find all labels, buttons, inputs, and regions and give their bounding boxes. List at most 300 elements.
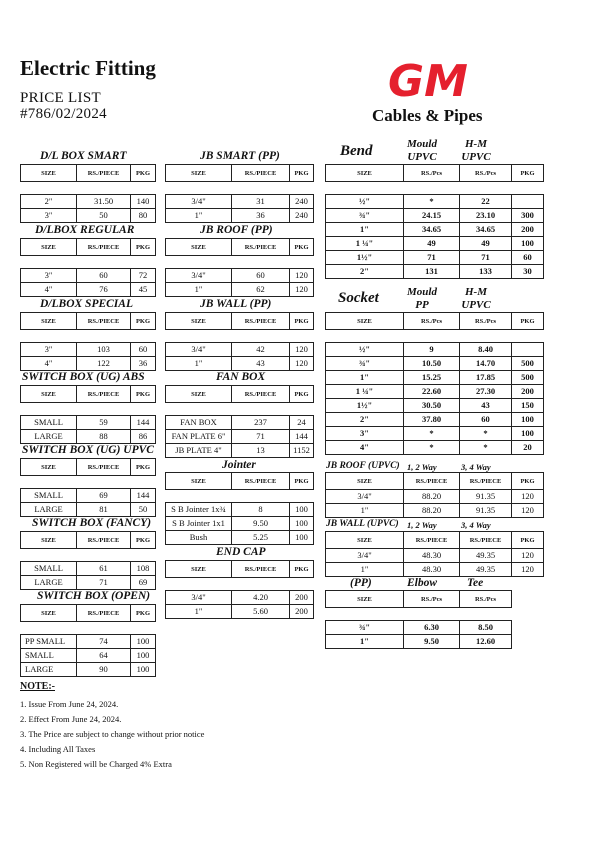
value-cell: 71: [404, 251, 460, 265]
col-socket-mould-pp: Mould PP: [407, 286, 437, 311]
value-cell: 1152: [290, 444, 314, 458]
spacer-row: [21, 182, 156, 195]
value-cell: *: [460, 427, 512, 441]
section-jb-wall-upvc: JB WALL (UPVC): [326, 519, 399, 529]
table-row: [21, 209, 156, 223]
value-cell: 14.70: [460, 357, 512, 371]
column-header: RS./PIECE: [460, 532, 512, 549]
table-row: [326, 195, 544, 209]
value-cell: 100: [512, 427, 544, 441]
size-cell: ¾": [326, 209, 404, 223]
table-row: [21, 503, 156, 517]
value-cell: 60: [460, 413, 512, 427]
table-header: [21, 605, 156, 622]
value-cell: 50: [77, 209, 131, 223]
value-cell: 8.40: [460, 343, 512, 357]
table-row: [326, 490, 544, 504]
table-header: [21, 532, 156, 549]
spacer-row: [166, 330, 314, 343]
column-header: RS./Pcs: [404, 313, 460, 330]
table-row: [21, 489, 156, 503]
column-header: PKG: [290, 473, 314, 490]
value-cell: 88.20: [404, 504, 460, 518]
section-bend: Bend: [340, 143, 373, 159]
value-cell: 48.30: [404, 563, 460, 577]
note-item: 2. Effect From June 24, 2024.: [20, 714, 122, 724]
value-cell: *: [460, 441, 512, 455]
size-cell: 1½": [326, 251, 404, 265]
value-cell: 43: [460, 399, 512, 413]
table-header: [166, 561, 314, 578]
value-cell: 71: [232, 430, 290, 444]
table-row: [166, 430, 314, 444]
table-row: [326, 343, 544, 357]
value-cell: 22: [460, 195, 512, 209]
size-cell: S B Jointer 1x¾: [166, 503, 232, 517]
size-cell: ¾": [326, 621, 404, 635]
size-cell: S B Jointer 1x1: [166, 517, 232, 531]
section-switch-ug-abs: SWITCH BOX (UG) ABS: [22, 371, 145, 383]
size-cell: 3/4": [166, 269, 232, 283]
column-header: PKG: [131, 165, 156, 182]
value-cell: 24: [290, 416, 314, 430]
section-dlbox-special: D/LBOX SPECIAL: [40, 298, 133, 310]
column-header: PKG: [290, 313, 314, 330]
col-roof-way34: 3, 4 Way: [461, 462, 491, 472]
section-socket: Socket: [338, 290, 379, 306]
value-cell: 100: [512, 413, 544, 427]
table-header: [326, 591, 512, 608]
table-row: [21, 343, 156, 357]
table-row: [166, 591, 314, 605]
size-cell: 1": [166, 605, 232, 619]
column-header: RS./Pcs: [460, 165, 512, 182]
spacer-row: [326, 330, 544, 343]
size-cell: ¾": [326, 357, 404, 371]
value-cell: 103: [77, 343, 131, 357]
table-row: [21, 357, 156, 371]
col-elbow: Elbow: [407, 577, 438, 589]
value-cell: 31: [232, 195, 290, 209]
value-cell: 91.35: [460, 490, 512, 504]
table-header: [166, 473, 314, 490]
table-row: [21, 649, 156, 663]
value-cell: 64: [77, 649, 131, 663]
spacer-row: [21, 549, 156, 562]
value-cell: 37.80: [404, 413, 460, 427]
column-header: SIZE: [21, 459, 77, 476]
value-cell: 36: [131, 357, 156, 371]
column-header: SIZE: [21, 239, 77, 256]
spacer-row: [166, 256, 314, 269]
value-cell: 60: [512, 251, 544, 265]
size-cell: 1": [326, 504, 404, 518]
value-cell: 49.35: [460, 549, 512, 563]
table-header: [166, 165, 314, 182]
value-cell: 13: [232, 444, 290, 458]
value-cell: 120: [290, 283, 314, 297]
value-cell: 100: [131, 635, 156, 649]
column-header: PKG: [290, 386, 314, 403]
spacer-row: [21, 476, 156, 489]
value-cell: 17.85: [460, 371, 512, 385]
column-header: PKG: [512, 532, 544, 549]
value-cell: 50: [131, 503, 156, 517]
size-cell: 3": [326, 427, 404, 441]
value-cell: 91.35: [460, 504, 512, 518]
size-cell: LARGE: [21, 503, 77, 517]
table-dl-smart: [20, 164, 156, 223]
value-cell: 100: [290, 517, 314, 531]
size-cell: FAN PLATE 6": [166, 430, 232, 444]
table-dl-regular: [20, 238, 156, 297]
table-row: [326, 549, 544, 563]
table-row: [326, 385, 544, 399]
column-header: PKG: [512, 473, 544, 490]
value-cell: 240: [290, 209, 314, 223]
spacer-row: [166, 490, 314, 503]
column-header: PKG: [512, 165, 544, 182]
value-cell: *: [404, 441, 460, 455]
size-cell: FAN BOX: [166, 416, 232, 430]
size-cell: 3": [21, 343, 77, 357]
value-cell: 49: [460, 237, 512, 251]
size-cell: 2": [326, 413, 404, 427]
table-row: [326, 399, 544, 413]
spacer-row: [166, 182, 314, 195]
value-cell: 81: [77, 503, 131, 517]
column-header: SIZE: [166, 473, 232, 490]
column-header: SIZE: [166, 313, 232, 330]
column-header: SIZE: [21, 386, 77, 403]
column-header: RS./Pcs: [404, 165, 460, 182]
column-header: PKG: [512, 313, 544, 330]
value-cell: 42: [232, 343, 290, 357]
section-dl-box-smart: D/L BOX SMART: [40, 150, 127, 162]
column-header: RS./PIECE: [232, 239, 290, 256]
column-header: RS./PIECE: [77, 165, 131, 182]
value-cell: 30.50: [404, 399, 460, 413]
section-switch-fancy: SWITCH BOX (FANCY): [32, 517, 152, 529]
value-cell: 23.10: [460, 209, 512, 223]
value-cell: 131: [404, 265, 460, 279]
value-cell: 48.30: [404, 549, 460, 563]
value-cell: [512, 343, 544, 357]
spacer-row: [21, 622, 156, 635]
section-dlbox-regular: D/LBOX REGULAR: [35, 224, 135, 236]
table-header: [21, 165, 156, 182]
column-header: SIZE: [21, 532, 77, 549]
section-switch-ug-upvc: SWITCH BOX (UG) UPVC: [22, 444, 154, 456]
column-header: RS./PIECE: [77, 386, 131, 403]
value-cell: 120: [290, 357, 314, 371]
table-row: [21, 635, 156, 649]
column-header: SIZE: [21, 313, 77, 330]
size-cell: SMALL: [21, 416, 77, 430]
value-cell: 120: [512, 563, 544, 577]
table-row: [326, 621, 512, 635]
value-cell: 90: [77, 663, 131, 677]
size-cell: 1": [166, 283, 232, 297]
size-cell: ½": [326, 195, 404, 209]
size-cell: 4": [21, 357, 77, 371]
table-fan: [165, 385, 314, 458]
column-header: PKG: [131, 605, 156, 622]
value-cell: 100: [131, 663, 156, 677]
col-tee: Tee: [467, 577, 484, 589]
value-cell: 72: [131, 269, 156, 283]
logo-text: GM: [388, 58, 468, 100]
value-cell: 200: [290, 605, 314, 619]
section-switch-open: SWITCH BOX (OPEN): [37, 590, 151, 602]
section-fan-box: FAN BOX: [216, 371, 266, 383]
size-cell: 1½": [326, 399, 404, 413]
value-cell: 34.65: [460, 223, 512, 237]
table-row: [166, 503, 314, 517]
value-cell: 100: [290, 503, 314, 517]
value-cell: 80: [131, 209, 156, 223]
column-header: RS./PIECE: [232, 561, 290, 578]
table-row: [166, 283, 314, 297]
size-cell: LARGE: [21, 576, 77, 590]
column-header: RS./PIECE: [232, 165, 290, 182]
column-header: RS./Pcs: [404, 591, 460, 608]
page-title: Electric Fitting: [20, 56, 156, 80]
value-cell: 74: [77, 635, 131, 649]
table-socket: [325, 312, 544, 455]
value-cell: 140: [131, 195, 156, 209]
spacer-row: [21, 403, 156, 416]
table-row: [166, 343, 314, 357]
value-cell: 150: [512, 399, 544, 413]
value-cell: 9: [404, 343, 460, 357]
table-row: [166, 517, 314, 531]
column-header: RS./Pcs: [460, 591, 512, 608]
table-row: [166, 357, 314, 371]
note-item: 1. Issue From June 24, 2024.: [20, 699, 119, 709]
column-header: PKG: [290, 165, 314, 182]
list-ref: #786/02/2024: [20, 106, 107, 122]
table-row: [326, 223, 544, 237]
size-cell: 2": [326, 265, 404, 279]
column-header: SIZE: [21, 605, 77, 622]
col-roof-way12: 1, 2 Way: [407, 462, 437, 472]
value-cell: 34.65: [404, 223, 460, 237]
price-list-label: [20, 90, 107, 122]
table-row: [326, 441, 544, 455]
column-header: PKG: [131, 239, 156, 256]
spacer-row: [326, 182, 544, 195]
value-cell: *: [404, 427, 460, 441]
table-row: [326, 357, 544, 371]
value-cell: 120: [512, 504, 544, 518]
table-row: [166, 605, 314, 619]
value-cell: 88: [77, 430, 131, 444]
value-cell: 120: [290, 269, 314, 283]
value-cell: 240: [290, 195, 314, 209]
col-bend-hm-upvc: H-M UPVC: [461, 138, 491, 163]
column-header: SIZE: [326, 473, 404, 490]
table-row: [326, 371, 544, 385]
table-row: [166, 195, 314, 209]
size-cell: 1": [326, 563, 404, 577]
column-header: RS./PIECE: [232, 386, 290, 403]
value-cell: 88.20: [404, 490, 460, 504]
value-cell: 237: [232, 416, 290, 430]
value-cell: 200: [512, 223, 544, 237]
size-cell: 3/4": [326, 549, 404, 563]
table-header: [166, 313, 314, 330]
value-cell: 27.30: [460, 385, 512, 399]
value-cell: 45: [131, 283, 156, 297]
value-cell: 5.60: [232, 605, 290, 619]
value-cell: 200: [512, 385, 544, 399]
value-cell: 60: [232, 269, 290, 283]
value-cell: 60: [77, 269, 131, 283]
column-header: PKG: [131, 459, 156, 476]
value-cell: 144: [290, 430, 314, 444]
col-bend-mould-upvc: Mould UPVC: [407, 138, 437, 163]
spacer-row: [166, 403, 314, 416]
table-row: [21, 416, 156, 430]
column-header: RS./PIECE: [77, 605, 131, 622]
table-bend: [325, 164, 544, 279]
size-cell: JB PLATE 4": [166, 444, 232, 458]
size-cell: SMALL: [21, 649, 77, 663]
table-row: [326, 504, 544, 518]
col-wall-way34: 3, 4 Way: [461, 520, 491, 530]
value-cell: 30: [512, 265, 544, 279]
table-roof-upvc: [325, 472, 544, 518]
value-cell: 22.60: [404, 385, 460, 399]
notes-heading: NOTE:-: [20, 681, 55, 692]
table-dl-special: [20, 312, 156, 371]
size-cell: 1": [166, 209, 232, 223]
table-row: [21, 663, 156, 677]
table-row: [21, 430, 156, 444]
table-wall-upvc: [325, 531, 544, 577]
column-header: PKG: [131, 313, 156, 330]
column-header: RS./PIECE: [232, 313, 290, 330]
table-endcap: [165, 560, 314, 619]
size-cell: 4": [21, 283, 77, 297]
note-item: 4. Including All Taxes: [20, 744, 96, 754]
table-sw-upvc: [20, 458, 156, 517]
column-header: SIZE: [166, 386, 232, 403]
size-cell: PP SMALL: [21, 635, 77, 649]
col-wall-way12: 1, 2 Way: [407, 520, 437, 530]
spacer-row: [21, 330, 156, 343]
value-cell: 15.25: [404, 371, 460, 385]
value-cell: 71: [460, 251, 512, 265]
table-jointer: [165, 472, 314, 545]
section-jb-roof-upvc: JB ROOF (UPVC): [326, 461, 400, 471]
value-cell: 20: [512, 441, 544, 455]
notes-list: [20, 697, 204, 772]
value-cell: 12.60: [460, 635, 512, 649]
column-header: RS./PIECE: [460, 473, 512, 490]
table-sw-abs: [20, 385, 156, 444]
value-cell: 61: [77, 562, 131, 576]
size-cell: 3": [21, 269, 77, 283]
size-cell: 1": [326, 371, 404, 385]
value-cell: 76: [77, 283, 131, 297]
column-header: SIZE: [166, 239, 232, 256]
size-cell: LARGE: [21, 430, 77, 444]
table-header: [21, 386, 156, 403]
column-header: PKG: [131, 532, 156, 549]
value-cell: 69: [77, 489, 131, 503]
value-cell: 122: [77, 357, 131, 371]
section-jointer: Jointer: [222, 459, 256, 471]
value-cell: 500: [512, 357, 544, 371]
table-header: [166, 386, 314, 403]
value-cell: 59: [77, 416, 131, 430]
size-cell: 3": [21, 209, 77, 223]
size-cell: 1 ¼": [326, 237, 404, 251]
size-cell: 2": [21, 195, 77, 209]
tagline: Cables & Pipes: [372, 106, 483, 125]
spacer-row: [21, 256, 156, 269]
value-cell: 10.50: [404, 357, 460, 371]
table-row: [166, 531, 314, 545]
table-header: [166, 239, 314, 256]
table-header: [21, 313, 156, 330]
size-cell: 1": [326, 223, 404, 237]
table-row: [166, 416, 314, 430]
column-header: SIZE: [326, 313, 404, 330]
table-row: [326, 251, 544, 265]
value-cell: 100: [512, 237, 544, 251]
table-header: [21, 239, 156, 256]
note-item: 5. Non Registered will be Charged 4% Extra: [20, 759, 172, 769]
value-cell: 8.50: [460, 621, 512, 635]
table-header: [326, 532, 544, 549]
size-cell: 4": [326, 441, 404, 455]
column-header: RS./PIECE: [77, 313, 131, 330]
table-row: [326, 265, 544, 279]
size-cell: SMALL: [21, 562, 77, 576]
note-item: 3. The Price are subject to change without prior notice: [20, 729, 205, 739]
value-cell: 144: [131, 489, 156, 503]
value-cell: [512, 195, 544, 209]
table-row: [326, 209, 544, 223]
table-jb-smart: [165, 164, 314, 223]
value-cell: 43: [232, 357, 290, 371]
value-cell: 200: [290, 591, 314, 605]
table-sw-open: [20, 604, 156, 677]
value-cell: 36: [232, 209, 290, 223]
value-cell: 8: [232, 503, 290, 517]
value-cell: 120: [512, 490, 544, 504]
column-header: SIZE: [326, 165, 404, 182]
table-row: [21, 269, 156, 283]
table-row: [21, 562, 156, 576]
table-row: [166, 209, 314, 223]
column-header: RS./PIECE: [404, 473, 460, 490]
table-row: [21, 576, 156, 590]
size-cell: 3/4": [326, 490, 404, 504]
column-header: SIZE: [166, 561, 232, 578]
section-pp: (PP): [350, 577, 372, 589]
section-end-cap: END CAP: [216, 546, 266, 558]
spacer-row: [326, 608, 512, 621]
value-cell: 120: [512, 549, 544, 563]
value-cell: 108: [131, 562, 156, 576]
size-cell: 3/4": [166, 195, 232, 209]
table-header: [326, 473, 544, 490]
value-cell: 60: [131, 343, 156, 357]
